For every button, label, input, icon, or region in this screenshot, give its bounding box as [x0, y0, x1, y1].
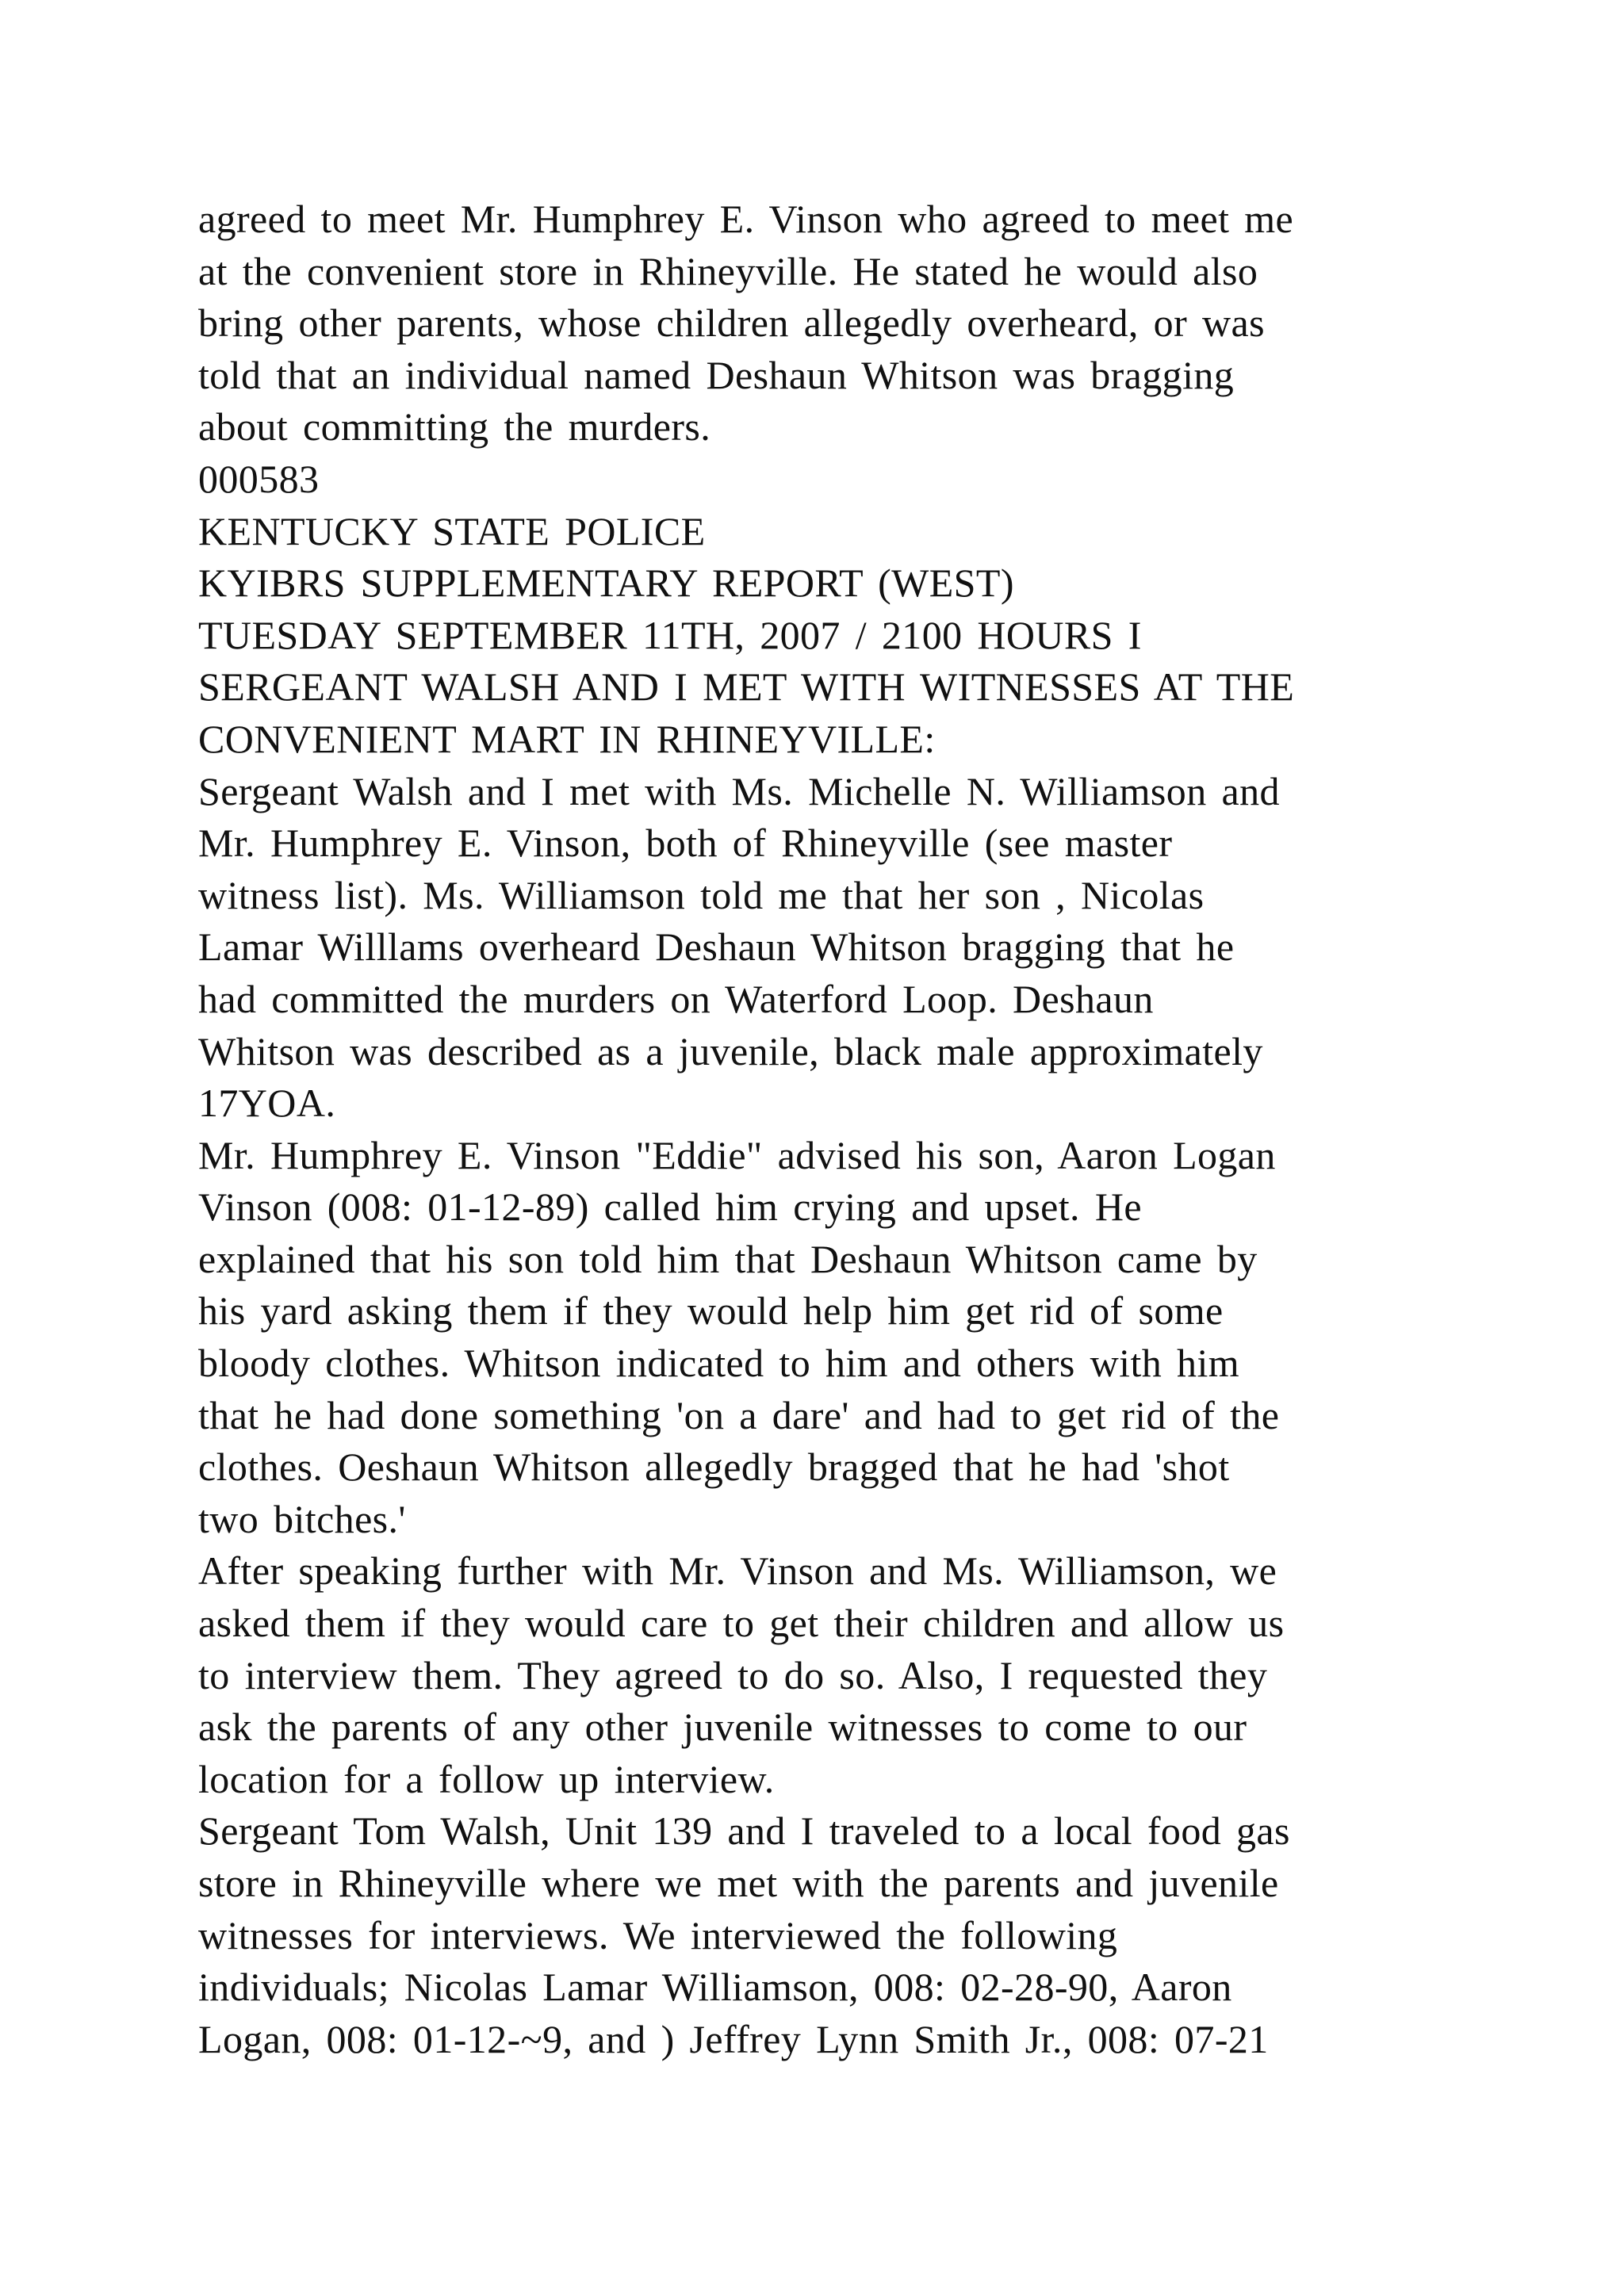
text-line: ask the parents of any other juvenile witnesses to come to our [198, 1705, 1247, 1750]
text-line: Mr. Humphrey E. Vinson "Eddie" advised his son, Aaron Logan [198, 1132, 1276, 1177]
text-line: Sergeant Tom Walsh, Unit 139 and I traveled to a local food gas [198, 1808, 1290, 1854]
text-line: Mr. Humphrey E. Vinson, both of Rhineyville (see master [198, 821, 1173, 866]
text-line: witness list). Ms. Williamson told me that her son , Nicolas [198, 872, 1205, 917]
text-line: bloody clothes. Whitson indicated to him and others with him [198, 1341, 1240, 1386]
text-line: Whitson was described as a juvenile, black male approximately [198, 1028, 1263, 1073]
text-line: bring other parents, whose children allegedly overheard, or was [198, 300, 1265, 346]
text-line: told that an individual named Deshaun Whitson was bragging [198, 352, 1235, 397]
text-line: After speaking further with Mr. Vinson and Ms. Williamson, we [198, 1548, 1277, 1594]
section-heading: CONVENIENT MART IN RHINEYVILLE: [198, 716, 936, 761]
text-line: his yard asking them if they would help him get rid of some [198, 1288, 1224, 1334]
document-text [198, 193, 1435, 2065]
text-line: clothes. Oeshaun Whitson allegedly bragged that he had 'shot [198, 1445, 1230, 1490]
report-heading: KYIBRS SUPPLEMENTARY REPORT (WEST) [198, 561, 1014, 606]
text-line: that he had done something 'on a dare' and had to get rid of the [198, 1392, 1280, 1437]
page-number: 000583 [198, 456, 320, 501]
agency-heading: KENTUCKY STATE POLICE [198, 508, 706, 553]
text-line: Logan, 008: 01-12-~9, and ) Jeffrey Lynn Smith Jr., 008: 07-21 [198, 2016, 1269, 2061]
text-line: at the convenient store in Rhineyville. He stated he would also [198, 248, 1258, 293]
text-line: location for a follow up interview. [198, 1756, 775, 1801]
section-heading: TUESDAY SEPTEMBER 11TH, 2007 / 2100 HOURS I [198, 612, 1142, 657]
text-line: asked them if they would care to get their children and allow us [198, 1601, 1285, 1646]
text-line: explained that his son told him that Deshaun Whitson came by [198, 1236, 1258, 1281]
text-line: to interview them. They agreed to do so. Also, I requested they [198, 1652, 1268, 1697]
text-line: Sergeant Walsh and I met with Ms. Michelle N. Williamson and [198, 768, 1280, 813]
text-line: 17YOA. [198, 1081, 336, 1126]
text-line: Lamar Willlams overheard Deshaun Whitson bragging that he [198, 924, 1235, 970]
text-line: Vinson (008: 01-12-89) called him crying and upset. He [198, 1184, 1142, 1230]
text-line: individuals; Nicolas Lamar Williamson, 008: 02-28-90, Aaron [198, 1965, 1232, 2010]
section-heading: SERGEANT WALSH AND I MET WITH WITNESSES AT THE [198, 664, 1295, 710]
text-line: had committed the murders on Waterford Loop. Deshaun [198, 976, 1154, 1021]
text-line: about committing the murders. [198, 404, 711, 450]
text-line: witnesses for interviews. We interviewed the following [198, 1912, 1118, 1957]
text-line: agreed to meet Mr. Humphrey E. Vinson who agreed to meet me [198, 197, 1294, 241]
text-line: store in Rhineyville where we met with the parents and juvenile [198, 1861, 1279, 1905]
text-line: two bitches.' [198, 1496, 406, 1541]
